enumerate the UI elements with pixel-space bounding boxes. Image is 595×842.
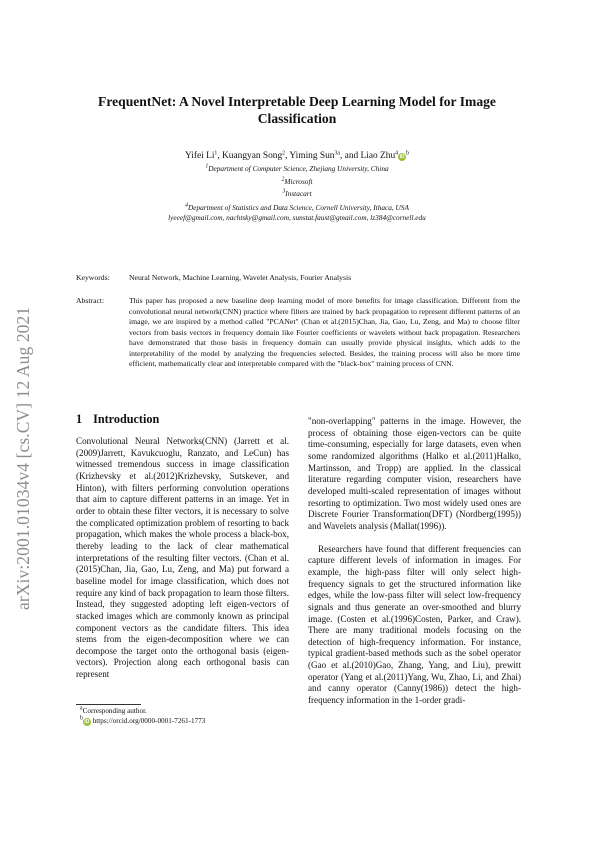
orcid-link[interactable]: https://orcid.org/0000-0001-7261-1773 [92,717,206,725]
author-sup: 4 [395,150,399,157]
footnote-b [80,717,205,726]
abstract-block [76,296,520,370]
affil-text: Instacart [285,189,312,198]
affiliation-2 [74,177,520,186]
affiliation-1 [74,164,520,173]
paragraph: Researchers have found that different frequencies can capture different levels of information in images. For example, the high-pass filter will only select high-frequency signals to get the structured information like edges, while the low-pass filter will select low-frequency signals and thus generate an over-smoothed and blurry image. (Costen et al.(1996)Costen, Parker, and Craw). There are many traditional models focusing on the detection of high-frequency information. For instance, typical gradient-based methods such as the sobel operator (Gao et al.(2010)Gao, Zhang, Yang, and Liu), prewitt operator (Yang et al.(2011)Yang, Wu, Zhao, Li, and Zhai) and canny operator (Canny(1986)) detect the high-frequency information in the 1-order gradi- [308,543,521,706]
abstract-label: Abstract: [76,296,105,305]
author-name: Yiming Sun [289,151,335,161]
section-heading [76,412,159,427]
author-name: and Liao Zhu [344,151,396,161]
keywords-text: Neural Network, Machine Learning, Wavelet Analysis, Fourier Analysis [129,273,352,282]
affiliation-3 [74,189,520,198]
affiliation-4 [74,203,520,212]
keywords-block [76,273,520,284]
section-number: 1 [76,412,83,426]
affil-sup: 4 [185,202,188,209]
arxiv-stamp: arXiv:2001.01034v4 [cs.CV] 12 Aug 2021 [13,306,33,610]
footnote-a [80,707,147,716]
affil-text: Department of Statistics and Data Science, Cornell University, Ithaca, USA [188,203,409,212]
author-sup: 2 [282,150,286,157]
affil-sup: 3 [282,188,286,195]
paragraph: Convolutional Neural Networks(CNN) (Jarrett et al.(2009)Jarrett, Kavukcuoglu, Ranzato, and LeCun) has witnessed tremendous success in image classification (Krizhevsky et al.(2012)Krizhevsky, Sutskever, and Hinton), with filters performing convolution operations that aim to capture different patterns in an image. Yet in order to obtain these filter vectors, it is necessary to solve the complicated optimization problem of resorting to back propagation, which makes the whole process a black-box, thereby leading to the lack of clear mathematical interpretations of the resulting filter vectors. (Chan et al.(2015)Chan, Jia, Gao, Lu, Zeng, and Ma) put forward a baseline model for image classification, which does not require any kind of back propagation to learn those filters. Instead, they suggested adopting left eigen-vectors of stacked images which are commonly known as principal component vectors as the candidate filters. This idea stems from the eigen-decomposition where we can decompose the target onto the orthogonal basis (eigen-vectors). Projection along each orthogonal basis can represent [76,436,289,680]
paragraph: "non-overlapping" patterns in the image. However, the process of obtaining those eigen-vectors can be quite time-consuming, especially for large datasets, even when some randomized algorithms (Halko et al.(2011)Halko, Martinsson, and Tropp) are applied. In the classical literature regarding computer vision, researchers have developed multi-scaled representation of images without resorting to optimization. Two most widely used ones are Discrete Fourier Transformation(DFT) (Nordberg(1995)) and Wavelets analysis (Mallat(1996)). [308,416,521,531]
title-line-2: Classification [257,110,337,126]
abstract-text: This paper has proposed a new baseline deep learning model of more benefits for image classification. Different from the convolutional neural network(CNN) practice where filters are trained by back propagation to represent different patterns of an image, we are inspired by a method called "PCANet" (Chan et al.(2015)Chan, Jia, Gao, Lu, Zeng, and Ma) to choose filter vectors from basis vectors in frequency domain like Fourier coefficients or wavelets without back propagation. Researchers have demonstrated that those basis in frequency domain can usually provide physical insights, which adds to the interpretability of the model by analyzing the frequencies selected. Besides, the training process will also be more time efficient, mathematically clear and interpretable compared with the "black-box" training process of CNN. [129,296,520,368]
right-column [308,416,521,707]
affil-sup: 1 [205,163,209,170]
paper-title [74,94,520,127]
orcid-icon[interactable]: iD [399,154,405,160]
affil-text: Department of Computer Science, Zhejiang University, China [208,164,389,173]
author-list: Yifei Li$^1$, Kuangyan Song$^2$, Yiming Sun$^{3a}$, and Liao $Zhu^4iD^b$ [185,150,409,161]
author-name: Kuangyan Song [222,151,283,161]
author-emails[interactable]: lyeeef@gmail.com, nachtsky@gmail.com, sunstat.faust@gmail.com, lz384@cornell.edu [168,213,426,222]
left-column [76,436,289,681]
section-title: Introduction [93,412,160,426]
footnote-sup: a [80,705,83,712]
footnote-rule [76,704,141,705]
orcid-icon: iD [84,719,90,725]
author-name: Yifei Li [185,151,215,161]
author-sup: b [406,150,409,157]
footnote-sup: b [80,715,83,722]
footnote-text: Corresponding author. [82,707,147,715]
affil-text: Microsoft [284,177,313,186]
affil-sup: 2 [281,176,285,183]
author-sup: 1 [214,150,218,157]
author-sup: 3a [334,150,340,157]
title-line-1: FrequentNet: A Novel Interpretable Deep Learning Model for Image [98,94,496,109]
keywords-label: Keywords: [76,273,110,282]
